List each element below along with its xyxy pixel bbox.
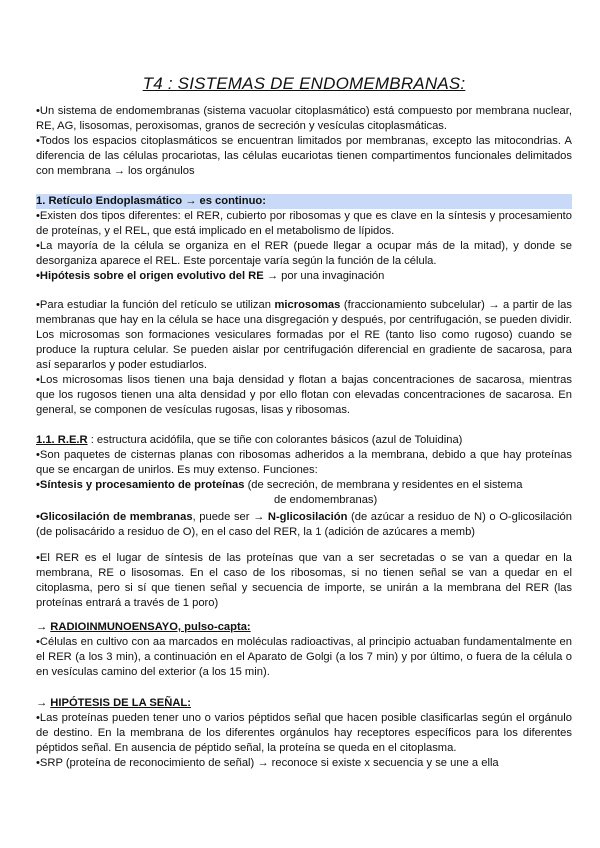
signal-paragraph: •SRP (proteína de reconocimiento de señal) → reconoce si existe x secuencia y se une a ella — [36, 757, 499, 769]
re-section — [36, 194, 572, 284]
re-paragraph: •La mayoría de la célula se organiza en el RER (puede llegar a ocupar más de la mitad), y donde se desorganiza aparece el REL. Este porcentaje varía según la función de la célula. — [36, 240, 572, 267]
function-text: (de azúcar a residuo de N) o O-glicosilación (de polisacárido a residuo de O), en el caso del RER, la 1 (adición de azúcares a memb) — [36, 511, 572, 538]
function-term: N-glicosilación — [267, 511, 348, 523]
signal-paragraph: •Las proteínas pueden tener uno o varios péptidos señal que hacen posible clasificarlas según el orgánulo de destino. En la membrana de los diferentes orgánulos hay receptores específicos para los diferentes péptidos señal. En ausencia de péptido señal, la proteína se queda en el citoplasma. — [36, 712, 572, 754]
signal-section — [36, 696, 572, 771]
function-text: , puede ser → — [192, 511, 268, 523]
re-paragraph: •Existen dos tipos diferentes: el RER, cubierto por ribosomas y que es clave en la síntesis y procesamiento de proteínas, y el REL, que está implicado en el metabolismo de lípidos. — [36, 210, 572, 237]
microsomes-text: •Para estudiar la función del retículo se utilizan — [36, 299, 275, 311]
microsomes-term: microsomas — [274, 299, 341, 311]
microsomes-paragraph: •Los microsomas lisos tienen una baja densidad y flotan a bajas concentraciones de sacarosa, mientras que los rugosos tienen una alta densidad y por ello flotan con elevadas concentraciones de sacarosa. En general, se componen de vesículas rugosas, lisas y ribosomas. — [36, 374, 572, 416]
rer-site-section — [36, 551, 572, 611]
microsomes-section — [36, 298, 572, 418]
re-hypothesis — [36, 269, 572, 284]
rer-site-paragraph: •El RER es el lugar de síntesis de las proteínas que van a ser secretadas o se van a quedar en la membrana, RE o lisosomas. En el caso de los ribosomas, si no tienen señal se van a quedar en el citoplasma, pero si sí que tienen señal y secuencia de importe, se unirán a la membrana del RER (las proteínas entrará a través de 1 poro) — [36, 552, 572, 609]
rer-function — [36, 510, 572, 540]
microsomes-paragraph — [36, 298, 572, 373]
section-heading-radio: RADIOINMUNOENSAYO, pulso-capta: — [50, 621, 251, 633]
radio-heading-line — [36, 620, 572, 635]
section-heading-signal: HIPÓTESIS DE LA SEÑAL: — [50, 697, 191, 709]
function-label: •Síntesis y procesamiento de proteínas — [36, 479, 245, 491]
rer-heading-line — [36, 433, 572, 448]
rer-section — [36, 433, 572, 540]
rer-paragraph: •Son paquetes de cisternas planas con ribosomas adheridos a la membrana, debido a que hay proteínas que se encargan de unirlos. Es muy extenso. Funciones: — [36, 449, 572, 476]
signal-heading-line — [36, 696, 572, 711]
function-text: (de secreción, de membrana y residentes en el sistema — [244, 479, 523, 491]
section-heading-re: 1. Retículo Endoplasmático → es continuo: — [36, 194, 572, 209]
hypothesis-label: •Hipótesis sobre el origen evolutivo del RE — [36, 270, 264, 282]
arrow-marker: → — [36, 621, 51, 633]
rer-function-continued: de endomembranas) — [274, 494, 378, 506]
arrow-marker: → — [36, 697, 51, 709]
radio-paragraph: •Células en cultivo con aa marcados en moléculas radioactivas, al principio actuaban fundamentalmente en el RER (a los 3 min), a continuación en el Aparato de Golgi (a los 7 min) y por último, o fuera de la célula o en vesículas camino del exterior (a los 15 min). — [36, 636, 572, 678]
intro-paragraph: •Todos los espacios citoplasmáticos se encuentran limitados por membranas, excepto las mitocondrias. A diferencia de las células procariotas, las células eucariotas tienen compartimentos funcionales delimitados con membrana → los orgánulos — [36, 135, 572, 177]
intro-section — [36, 104, 572, 179]
function-label: •Glicosilación de membranas — [36, 511, 193, 523]
rer-heading-text: : estructura acidófila, que se tiñe con colorantes básicos (azul de Toluidina) — [87, 434, 463, 446]
hypothesis-text: → por una invaginación — [263, 270, 385, 282]
intro-paragraph: •Un sistema de endomembranas (sistema vacuolar citoplasmático) está compuesto por membrana nuclear, RE, AG, lisosomas, peroxisomas, granos de secreción y vesículas citoplasmáticas. — [36, 105, 572, 132]
section-heading-rer: 1.1. R.E.R — [36, 434, 88, 446]
page-title: T4 : SISTEMAS DE ENDOMEMBRANAS: — [142, 74, 466, 93]
microsomes-text: (fraccionamiento subcelular) → a partir de las membranas que hay en la célula se hace una disgregación y después, por centrifugación, se pueden dividir. Los microsomas son formaciones vesiculares formadas por el RE (tanto liso como rugoso) cuando se produce la ruptura celular. Se pueden aislar por centrifugación diferencial en gradiente de sacarosa, para así separarlos y poder estudiarlos. — [36, 299, 572, 371]
radio-section — [36, 620, 572, 680]
rer-function — [36, 478, 572, 493]
